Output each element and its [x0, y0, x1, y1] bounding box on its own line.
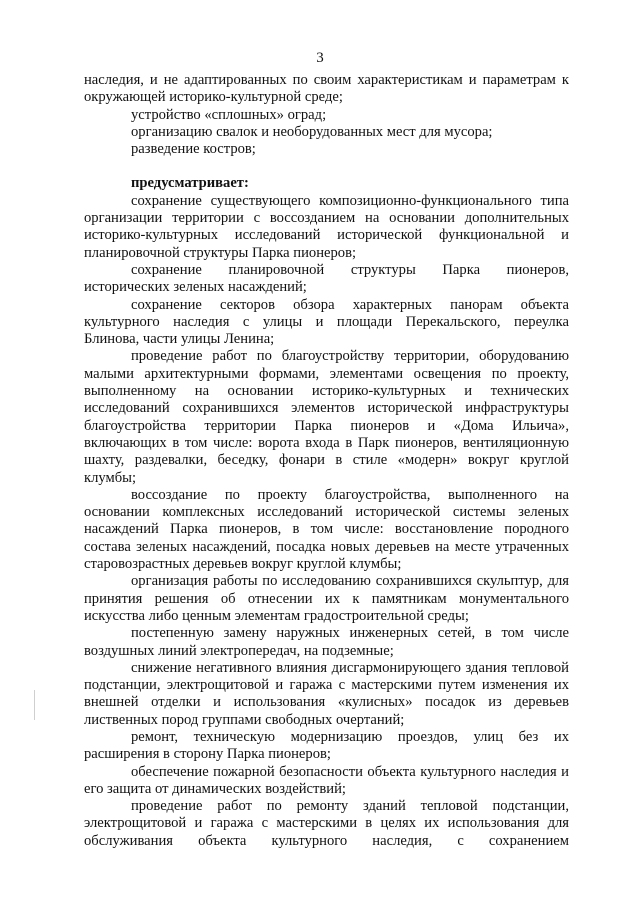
text-line: наследия, и не адаптированных по своим характеристикам и параметрам к — [84, 72, 569, 88]
text-line: окружающей историко-культурной среде; — [84, 89, 343, 106]
text-line: постепенную замену наружных инженерных сетей, в том числе — [131, 625, 569, 642]
text-line: расширения в сторону Парка пионеров; — [84, 746, 331, 763]
text-line: клумбы; — [84, 469, 136, 486]
section-heading: предусматривает: — [131, 175, 249, 192]
text-line: благоустройства территории Парка пионеров и «Дома Ильича», — [84, 417, 569, 434]
text-line: выполненному на основании историко-культурных и технических — [84, 383, 569, 400]
text-line: воссоздание по проекту благоустройства, выполненного на — [131, 486, 569, 503]
text-line: воздушных линий электропередач, на подземные; — [84, 642, 394, 659]
page-number: 3 — [316, 50, 324, 66]
text-line: электрощитовой и гаража с мастерскими в целях их использования для — [84, 815, 569, 832]
text-line: лиственных пород группами свободных очертаний; — [84, 711, 405, 728]
text-line: разведение костров; — [131, 141, 256, 158]
text-line: Блинова, части улицы Ленина; — [84, 331, 275, 348]
text-line: планировочной структуры Парка пионеров; — [84, 244, 357, 261]
text-line: организацию свалок и необорудованных мест для мусора; — [131, 123, 493, 140]
text-line: насаждений Парка пионеров, в том числе: восстановление породного — [84, 521, 569, 538]
text-line: включающих в том числе: ворота входа в Парк пионеров, вентиляционную — [84, 434, 569, 451]
text-line: устройство «сплошных» оград; — [131, 106, 327, 123]
text-line: организации территории с воссозданием на основании дополнительных — [84, 210, 569, 227]
text-line: организация работы по исследованию сохранившихся скульптур, для — [131, 573, 569, 590]
text-line: его защита от динамических воздействий; — [84, 780, 346, 797]
text-line: обеспечение пожарной безопасности объекта культурного наследия и — [131, 763, 569, 780]
text-line: внешней отделки и использования «кулисных» посадок из деревьев — [84, 694, 569, 711]
text-line: проведение работ по ремонту зданий тепловой подстанции, — [131, 798, 569, 815]
text-line: проведение работ по благоустройству территории, оборудованию — [131, 348, 569, 365]
scan-edge-mark — [34, 690, 35, 720]
text-line: основании комплексных исследований исторической системы зеленых — [84, 504, 569, 521]
paragraph-gap — [84, 158, 569, 175]
text-line: сохранение существующего композиционно-функционального типа — [131, 192, 569, 209]
text-line: историко-культурных исследований исторической функциональной и — [84, 227, 569, 244]
text-line: сохранение секторов обзора характерных панорам объекта — [131, 296, 569, 313]
text-line: искусства либо ценным элементам градостроительной среды; — [84, 607, 469, 624]
text-line: сохранение планировочной структуры Парка пионеров, — [131, 261, 569, 278]
text-line: подстанции, электрощитовой и гаража с мастерскими путем изменения их — [84, 677, 569, 694]
text-line: обслуживания объекта культурного наследия, с сохранением — [84, 832, 569, 849]
text-line: малыми архитектурными формами, элементами освещения по проекту, — [84, 365, 569, 382]
text-line: исследований сохранившихся элементов исторической инфраструктуры — [84, 400, 569, 417]
body-text — [84, 72, 569, 850]
text-line: культурного наследия с улицы и площади Перекальского, переулка — [84, 313, 569, 330]
text-line: принятия решения об отнесении их к памятникам монументального — [84, 590, 569, 607]
text-line: состава зеленых насаждений, посадка новых деревьев на месте утраченных — [84, 538, 569, 555]
text-line: исторических зеленых насаждений; — [84, 279, 307, 296]
text-line: ремонт, техническую модернизацию проездов, улиц без их — [131, 728, 569, 745]
text-line: снижение негативного влияния дисгармонирующего здания тепловой — [131, 659, 569, 676]
text-line: старовозрастных деревьев вокруг круглой клумбы; — [84, 556, 402, 573]
text-line: шахту, раздевалки, беседку, фонари в стиле «модерн» вокруг круглой — [84, 452, 569, 469]
